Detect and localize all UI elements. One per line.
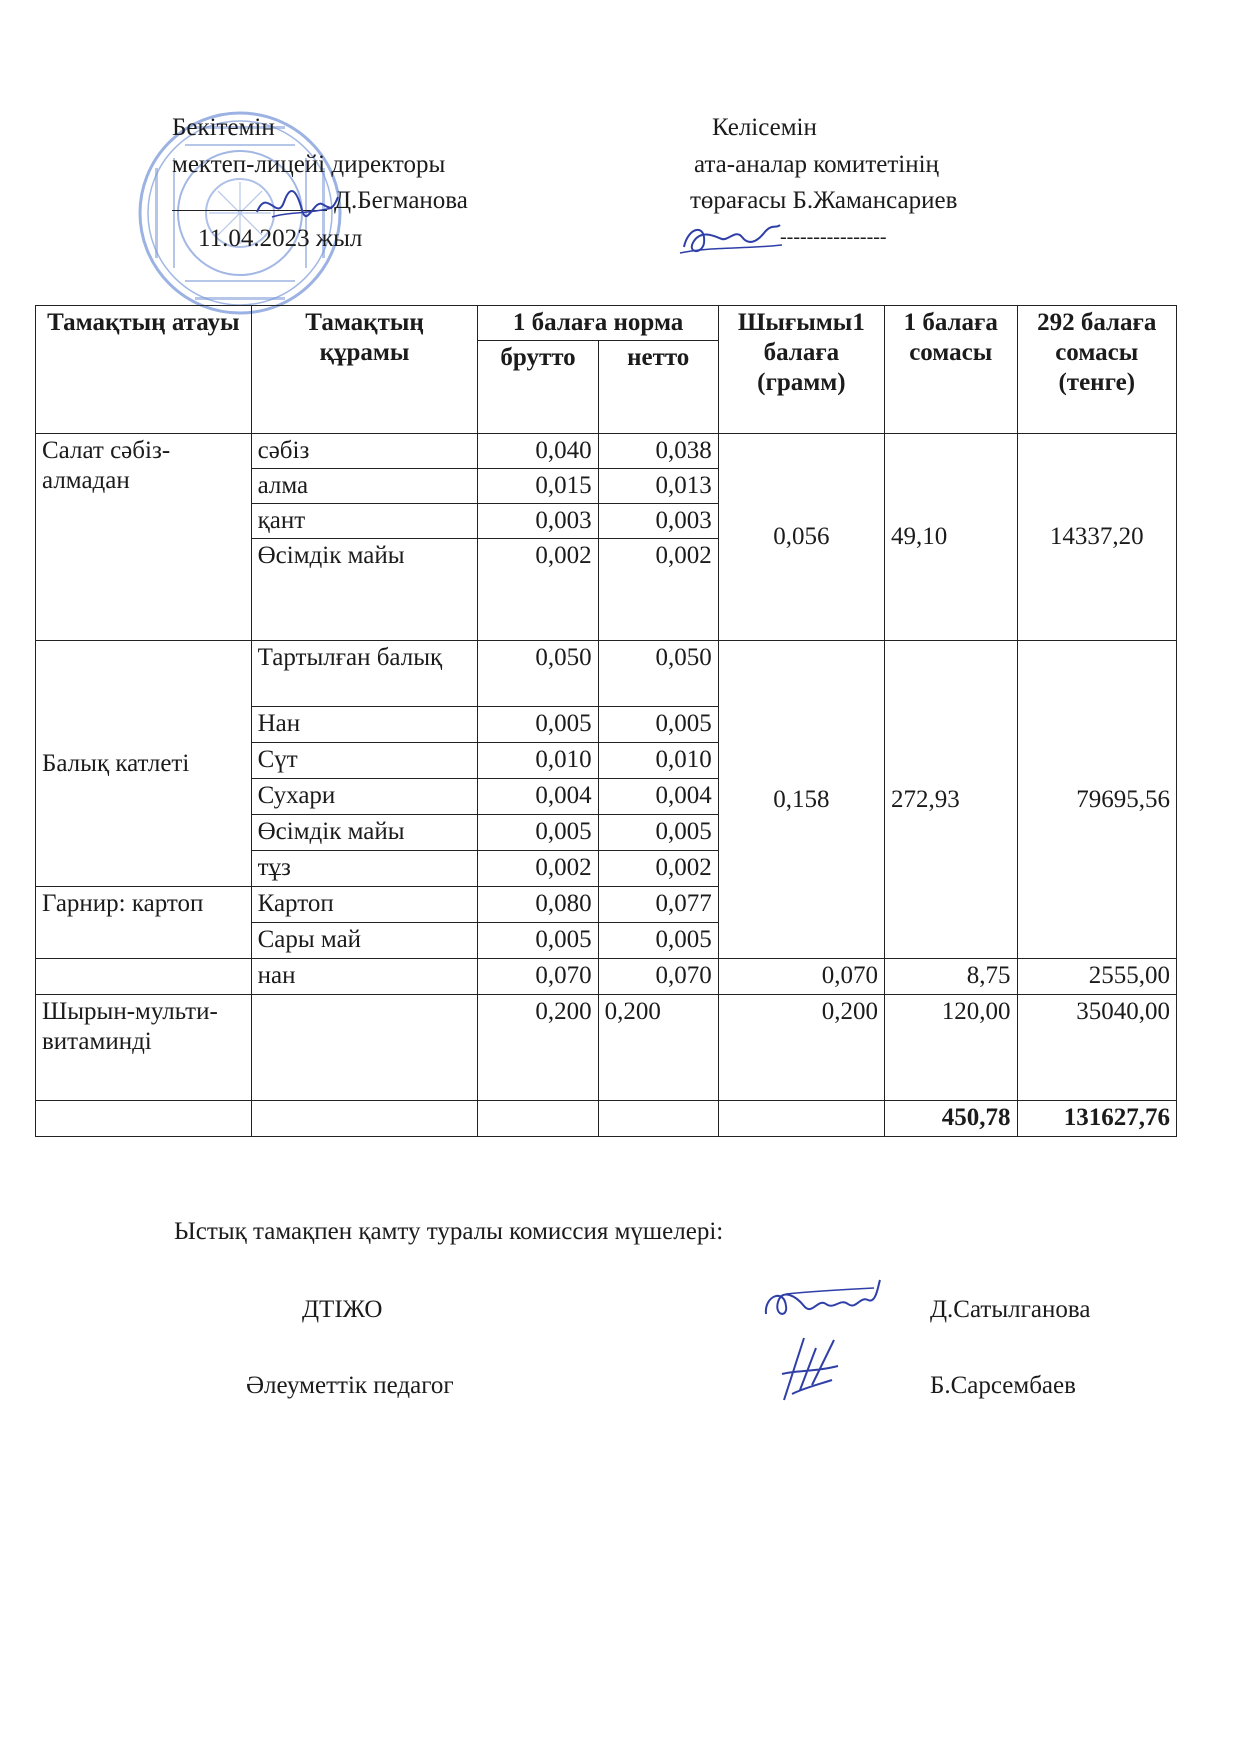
header-brutto: брутто — [478, 341, 598, 434]
yield-value: 0,158 — [718, 641, 884, 959]
header-norm: 1 балаға норма — [478, 306, 718, 341]
sum-one-value: 8,75 — [884, 959, 1017, 995]
brutto-value: 0,070 — [478, 959, 598, 995]
netto-value: 0,005 — [598, 815, 718, 851]
sum-total-value: 14337,20 — [1017, 434, 1177, 641]
dish-name: Шырын-мульти-витаминді — [36, 995, 252, 1101]
netto-value: 0,003 — [598, 504, 718, 539]
commission-role: Әлеуметтік педагог — [246, 1372, 454, 1399]
approval-right-dashes: ---------------- — [780, 226, 887, 248]
brutto-value: 0,040 — [478, 434, 598, 469]
commission-member-name: Б.Сарсембаев — [930, 1372, 1076, 1399]
netto-value: 0,005 — [598, 923, 718, 959]
director-signature — [252, 182, 342, 227]
yield-value: 0,070 — [718, 959, 884, 995]
ingredient: Тартылған балық — [251, 641, 478, 707]
sum-one-value: 272,93 — [884, 641, 1017, 959]
ingredient-empty — [251, 995, 478, 1101]
approval-left-date: 11.04.2023 жыл — [198, 225, 363, 252]
brutto-value: 0,005 — [478, 815, 598, 851]
header-sum-total: 292 балаға сомасы (тенге) — [1017, 306, 1177, 434]
table-row — [36, 434, 1177, 469]
member-signature — [776, 1330, 846, 1410]
chairman-signature — [676, 215, 786, 260]
table-total-row — [36, 1101, 1177, 1137]
dish-name: Балық катлеті — [36, 641, 252, 887]
dish-name: Гарнир: картоп — [36, 887, 252, 959]
total-sum-all: 131627,76 — [1017, 1101, 1177, 1137]
ingredient: Өсімдік майы — [251, 539, 478, 641]
brutto-value: 0,010 — [478, 743, 598, 779]
commission-role: ДТІЖО — [302, 1296, 383, 1323]
empty-cell — [36, 1101, 252, 1137]
table-row — [36, 641, 1177, 707]
sum-total-value: 35040,00 — [1017, 995, 1177, 1101]
ingredient: қант — [251, 504, 478, 539]
brutto-value: 0,200 — [478, 995, 598, 1101]
empty-cell — [478, 1101, 598, 1137]
sum-total-value: 2555,00 — [1017, 959, 1177, 995]
approval-left-name: Д.Бегманова — [334, 187, 468, 214]
ingredient: Өсімдік майы — [251, 815, 478, 851]
netto-value: 0,002 — [598, 851, 718, 887]
ingredient: алма — [251, 469, 478, 504]
ingredient: Картоп — [251, 887, 478, 923]
header-sum-one: 1 балаға сомасы — [884, 306, 1017, 434]
approval-right-title: Келісемін — [712, 114, 817, 141]
empty-cell — [251, 1101, 478, 1137]
empty-cell — [718, 1101, 884, 1137]
netto-value: 0,070 — [598, 959, 718, 995]
netto-value: 0,010 — [598, 743, 718, 779]
header-composition: Тамақтың құрамы — [251, 306, 478, 434]
brutto-value: 0,005 — [478, 923, 598, 959]
brutto-value: 0,005 — [478, 707, 598, 743]
header-dish-name: Тамақтың атауы — [36, 306, 252, 434]
menu-table — [35, 305, 1177, 1137]
ingredient: сәбіз — [251, 434, 478, 469]
netto-value: 0,002 — [598, 539, 718, 641]
header-netto: нетто — [598, 341, 718, 434]
total-sum-one: 450,78 — [884, 1101, 1017, 1137]
commission-title: Ыстық тамақпен қамту туралы комиссия мүшелері: — [174, 1218, 724, 1245]
sum-one-value: 49,10 — [884, 434, 1017, 641]
header-yield: Шығымы1 балаға (грамм) — [718, 306, 884, 434]
approval-left-title: Бекітемін — [172, 114, 275, 141]
ingredient: Сары май — [251, 923, 478, 959]
table-row — [36, 959, 1177, 995]
empty-cell — [598, 1101, 718, 1137]
table-row — [36, 995, 1177, 1101]
approval-right-chairman: төрағасы Б.Жамансариев — [690, 187, 958, 214]
yield-value: 0,200 — [718, 995, 884, 1101]
dish-name: Салат сәбіз-алмадан — [36, 434, 252, 641]
brutto-value: 0,050 — [478, 641, 598, 707]
brutto-value: 0,015 — [478, 469, 598, 504]
dish-name-empty — [36, 959, 252, 995]
ingredient: Сүт — [251, 743, 478, 779]
brutto-value: 0,002 — [478, 851, 598, 887]
ingredient: нан — [251, 959, 478, 995]
sum-one-value: 120,00 — [884, 995, 1017, 1101]
yield-value: 0,056 — [718, 434, 884, 641]
approval-right-committee: ата-аналар комитетінің — [694, 151, 939, 178]
netto-value: 0,038 — [598, 434, 718, 469]
approval-left-position: мектеп-лицейі директоры — [172, 151, 446, 178]
netto-value: 0,050 — [598, 641, 718, 707]
brutto-value: 0,003 — [478, 504, 598, 539]
brutto-value: 0,004 — [478, 779, 598, 815]
brutto-value: 0,002 — [478, 539, 598, 641]
ingredient: Сухари — [251, 779, 478, 815]
ingredient: Нан — [251, 707, 478, 743]
netto-value: 0,005 — [598, 707, 718, 743]
netto-value: 0,077 — [598, 887, 718, 923]
sum-total-value: 79695,56 — [1017, 641, 1177, 959]
netto-value: 0,200 — [598, 995, 718, 1101]
member-signature — [756, 1276, 886, 1326]
netto-value: 0,013 — [598, 469, 718, 504]
brutto-value: 0,080 — [478, 887, 598, 923]
commission-member-name: Д.Сатылганова — [930, 1296, 1091, 1323]
netto-value: 0,004 — [598, 779, 718, 815]
ingredient: тұз — [251, 851, 478, 887]
